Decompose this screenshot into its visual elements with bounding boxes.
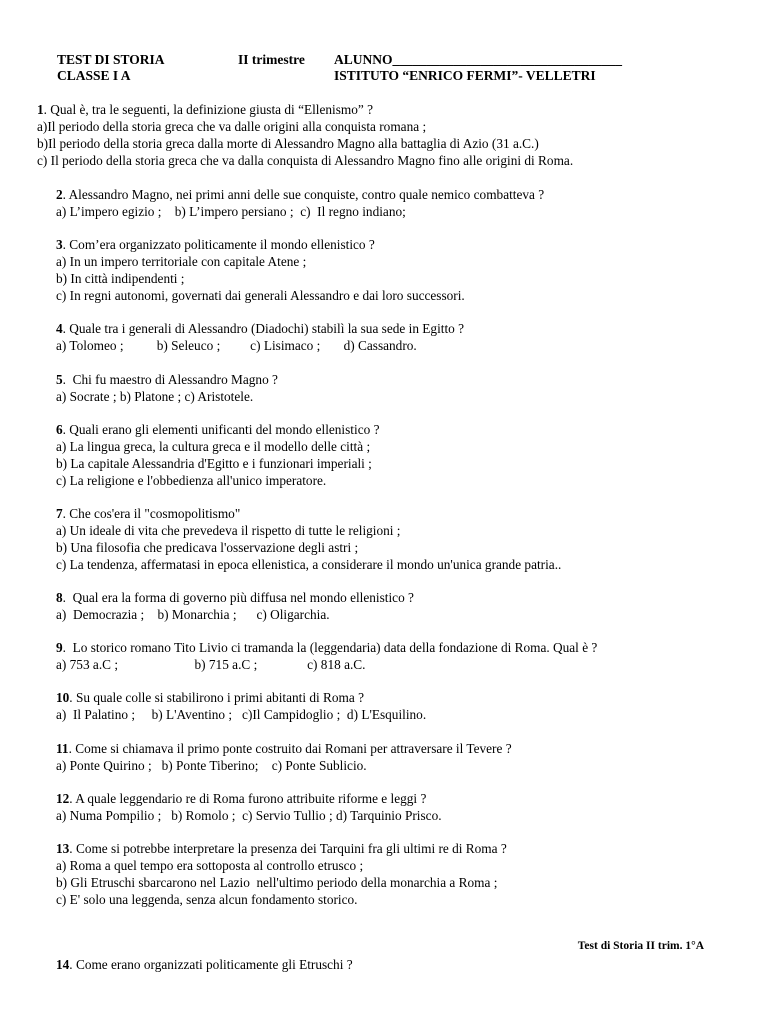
question-text: . A quale leggendario re di Roma furono attribuite riforme e leggi ? [69,791,427,806]
answer-option: c) E' solo una leggenda, senza alcun fondamento storico. [56,892,358,907]
answer-option: a) Numa Pompilio ; b) Romolo ; c) Servio Tullio ; d) Tarquinio Prisco. [56,808,442,823]
question-1-prompt [0,101,768,118]
answer-option: b) Gli Etruschi sbarcarono nel Lazio nell'ultimo periodo della monarchia a Roma ; [56,875,498,890]
question-number: 7 [56,506,63,521]
question-number: 13 [56,841,70,856]
answer-option: a) L’impero egizio ; b) L’impero persiano ; c) Il regno indiano; [56,204,406,219]
question-9-prompt [56,639,768,656]
question-text: . Qual è, tra le seguenti, la definizione giusta di “Ellenismo” ? [43,102,374,117]
question-text: . Com’era organizzato politicamente il mondo ellenistico ? [62,237,375,252]
question-6-prompt [56,421,768,438]
answer-option: c) In regni autonomi, governati dai generali Alessandro e dai loro successori. [56,288,465,303]
answer-option: a) La lingua greca, la cultura greca e il modello delle città ; [56,439,371,454]
question-number: 5 [56,372,63,387]
answer-option: b)Il periodo della storia greca dalla morte di Alessandro Magno alla battaglia di Azio (31 a.C.) [37,136,539,151]
question-text: . Lo storico romano Tito Livio ci tramanda la (leggendaria) data della fondazione di Roma. Qual è ? [62,640,598,655]
answer-option: a) Tolomeo ; b) Seleuco ; c) Lisimaco ; d) Cassandro. [56,338,417,353]
question-5 [0,371,768,405]
question-5-prompt [56,371,768,388]
question-12 [0,790,768,824]
question-10-prompt [56,689,768,706]
answer-option: a) Socrate ; b) Platone ; c) Aristotele. [56,389,254,404]
question-7 [0,505,768,573]
question-2 [0,186,768,220]
question-3-prompt [56,236,768,253]
question-number: 11 [56,741,69,756]
question-13 [0,840,768,908]
question-text: . Su quale colle si stabilirono i primi abitanti di Roma ? [69,690,364,705]
question-4 [0,320,768,354]
question-14 [0,956,768,973]
answer-option: b) Una filosofia che predicava l'osservazione degli astri ; [56,540,359,555]
answer-option: b) La capitale Alessandria d'Egitto e i funzionari imperiali ; [56,456,372,471]
question-text: . Qual era la forma di governo più diffusa nel mondo ellenistico ? [62,590,414,605]
page-running-title: Test di Storia II trim. 1°A [577,940,704,952]
question-4-prompt [56,320,768,337]
answer-option: a) Un ideale di vita che prevedeva il rispetto di tutte le religioni ; [56,523,401,538]
answer-option: c) La religione e l'obbedienza all'unico imperatore. [56,473,327,488]
question-number: 12 [56,791,70,806]
question-2-prompt [56,186,768,203]
question-number: 10 [56,690,70,705]
question-13-prompt [56,840,768,857]
question-3 [0,236,768,304]
question-number: 4 [56,321,63,336]
question-number: 1 [37,102,44,117]
question-text: . Che cos'era il "cosmopolitismo" [62,506,241,521]
question-number: 6 [56,422,63,437]
question-text: . Come erano organizzati politicamente gli Etruschi ? [69,957,353,972]
question-number: 14 [56,957,70,972]
question-8-prompt [56,589,768,606]
question-text: . Chi fu maestro di Alessandro Magno ? [62,372,278,387]
answer-option: a)Il periodo della storia greca che va dalle origini alla conquista romana ; [37,119,427,134]
question-number: 2 [56,187,63,202]
question-number: 9 [56,640,63,655]
question-number: 8 [56,590,63,605]
school-name: ISTITUTO “ENRICO FERMI”- VELLETRI [334,68,596,83]
question-10 [0,689,768,723]
question-6 [0,421,768,489]
trimester-label: II trimestre [238,52,305,67]
answer-option: a) 753 a.C ; b) 715 a.C ; c) 818 a.C. [56,657,366,672]
class-label: CLASSE I A [57,68,131,83]
question-11-prompt [56,740,768,757]
student-name-field: ALUNNO__________________________________ [334,52,623,67]
question-14-prompt [56,956,768,973]
question-11 [0,740,768,774]
answer-option: a) Il Palatino ; b) L'Aventino ; c)Il Campidoglio ; d) L'Esquilino. [56,707,427,722]
question-text: . Come si potrebbe interpretare la presenza dei Tarquini fra gli ultimi re di Roma ? [69,841,507,856]
answer-option: a) Ponte Quirino ; b) Ponte Tiberino; c) Ponte Sublicio. [56,758,367,773]
answer-option: c) Il periodo della storia greca che va dalla conquista di Alessandro Magno fino alle origini di Roma. [37,153,574,168]
question-text: . Quali erano gli elementi unificanti del mondo ellenistico ? [62,422,380,437]
answer-option: a) Democrazia ; b) Monarchia ; c) Oligarchia. [56,607,330,622]
question-text: . Come si chiamava il primo ponte costruito dai Romani per attraversare il Tevere ? [68,741,512,756]
answer-option: c) La tendenza, affermatasi in epoca ellenistica, a considerare il mondo un'unica grande patria.. [56,557,562,572]
question-text: . Quale tra i generali di Alessandro (Diadochi) stabilì la sua sede in Egitto ? [62,321,465,336]
question-8 [0,589,768,623]
test-title: TEST DI STORIA [57,52,165,67]
question-9 [0,639,768,673]
question-1 [0,101,768,169]
question-text: . Alessandro Magno, nei primi anni delle sue conquiste, contro quale nemico combatteva ? [62,187,545,202]
answer-option: a) Roma a quel tempo era sottoposta al controllo etrusco ; [56,858,364,873]
answer-option: a) In un impero territoriale con capitale Atene ; [56,254,307,269]
question-12-prompt [56,790,768,807]
question-7-prompt [56,505,768,522]
answer-option: b) In città indipendenti ; [56,271,185,286]
question-number: 3 [56,237,63,252]
